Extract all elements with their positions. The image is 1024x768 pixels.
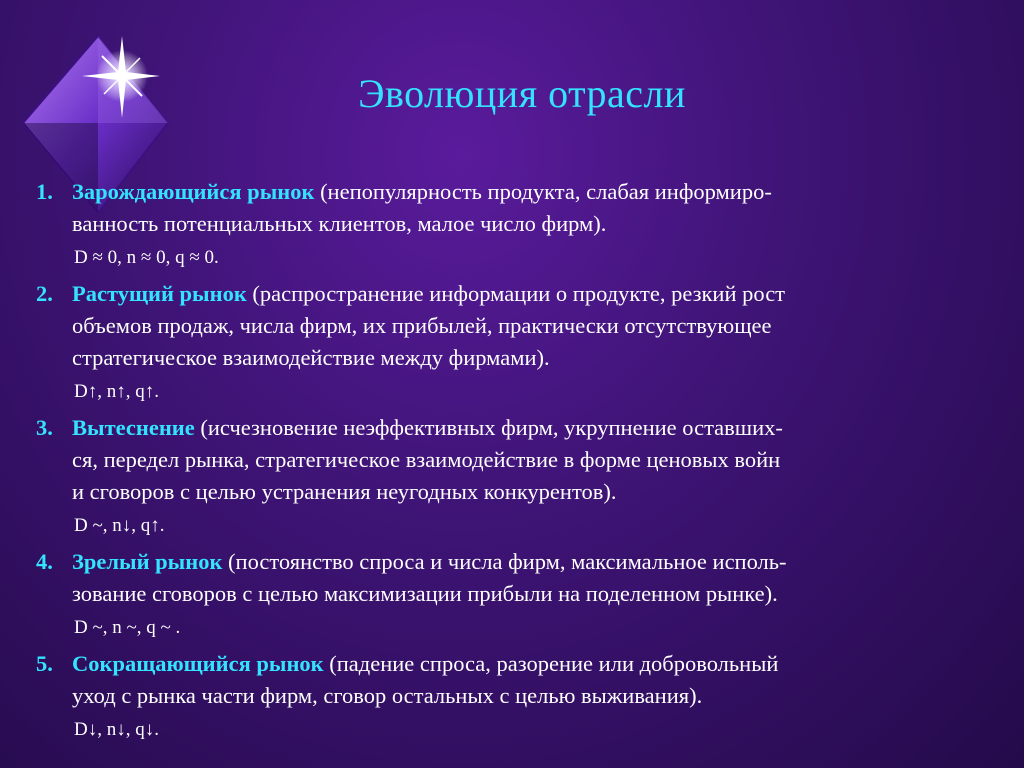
- item-description-line: (распространение информации о продукте, резкий рост: [246, 281, 786, 306]
- item-term: Зарождающийся рынок: [72, 179, 315, 204]
- slide-title: Эволюция отрасли: [358, 71, 686, 116]
- item-formula: D↓, n↓, q↓.: [74, 719, 159, 740]
- item-number: 4.: [36, 549, 53, 574]
- item-description-line: стратегическое взаимодействие между фирмами).: [72, 345, 550, 370]
- item-description-line: (исчезновение неэффективных фирм, укрупнение оставших-: [194, 415, 783, 440]
- item-number: 1.: [36, 179, 53, 204]
- list-item: [36, 648, 996, 712]
- item-term: Растущий рынок: [72, 281, 247, 306]
- item-term: Вытеснение: [72, 415, 195, 440]
- list-item: [36, 278, 996, 374]
- list-item: [36, 412, 996, 508]
- item-formula: D↑, n↑, q↑.: [74, 381, 159, 402]
- item-formula: D ~, n↓, q↑.: [74, 515, 165, 536]
- item-description-line: ванность потенциальных клиентов, малое число фирм).: [72, 211, 607, 236]
- item-description-line: (падение спроса, разорение или добровольный: [323, 651, 779, 676]
- item-description-line: уход с рынка части фирм, сговор остальных с целью выживания).: [72, 683, 703, 708]
- item-description-line: (непопулярность продукта, слабая информиро-: [314, 179, 772, 204]
- item-number: 5.: [36, 651, 53, 676]
- item-term: Сокращающийся рынок: [72, 651, 324, 676]
- item-formula: D ~, n ~, q ~ .: [74, 617, 181, 638]
- item-description-line: зование сговоров с целью максимизации прибыли на поделенном рынке).: [72, 581, 778, 606]
- item-description-line: объемов продаж, числа фирм, их прибылей, практически отсутствующее: [72, 313, 772, 338]
- item-number: 2.: [36, 281, 53, 306]
- item-description-line: (постоянство спроса и числа фирм, максимальное исполь-: [222, 549, 787, 574]
- stage-list: [36, 176, 996, 750]
- item-number: 3.: [36, 415, 53, 440]
- item-formula: D ≈ 0, n ≈ 0, q ≈ 0.: [74, 247, 219, 268]
- item-description-line: и сговоров с целью устранения неугодных конкурентов).: [72, 479, 617, 504]
- item-description-line: ся, передел рынка, стратегическое взаимодействие в форме ценовых войн: [72, 447, 781, 472]
- list-item: [36, 546, 996, 610]
- item-term: Зрелый рынок: [72, 549, 223, 574]
- list-item: [36, 176, 996, 240]
